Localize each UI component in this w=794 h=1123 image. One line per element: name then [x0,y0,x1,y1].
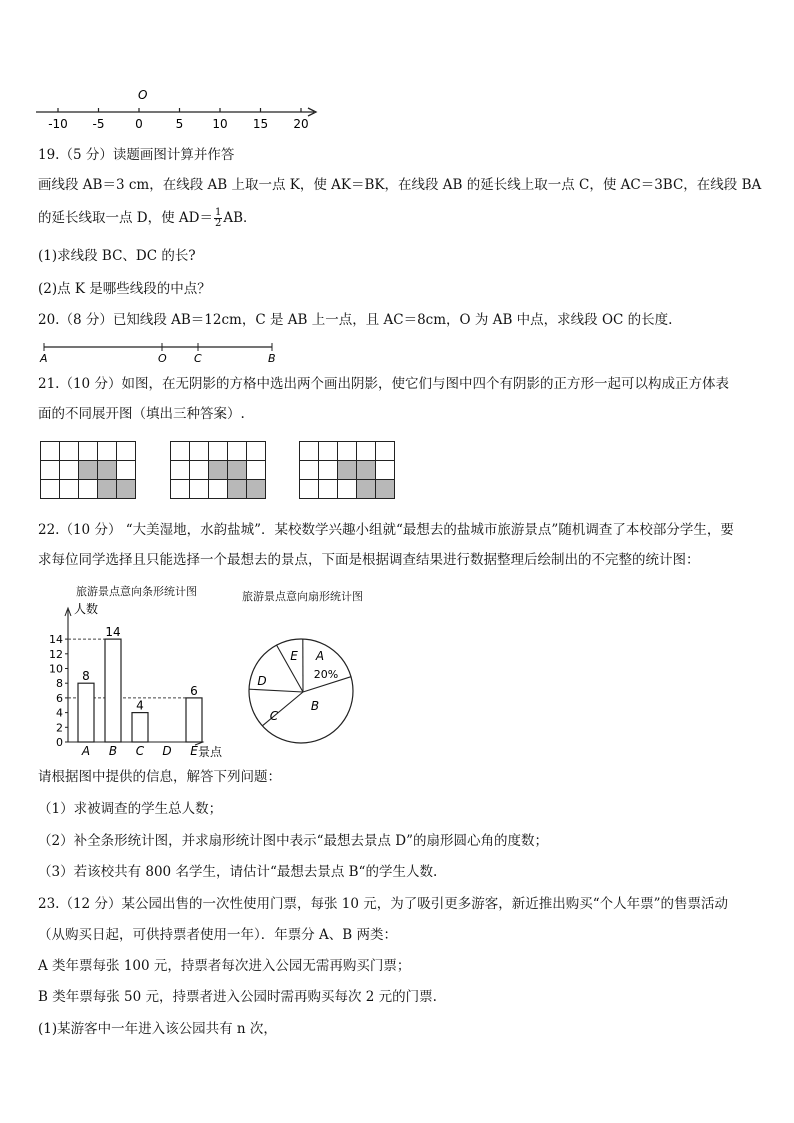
bar-chart-title: 旅游景点意向条形统计图 [76,585,197,598]
bar-chart-category-label: A [81,744,91,758]
bar-chart-ylabel: 人数 [74,602,99,616]
pie-chart-slice-label: B [310,699,320,713]
number-line-tick-label: 5 [175,117,184,131]
q20-text: 20.（8 分）已知线段 AB＝12cm，C 是 AB 上一点，且 AC＝8cm，O 为 AB 中点，求线段 OC 的长度. [38,312,673,328]
bar-chart-y-tick-label: 14 [49,633,63,647]
number-line-tick-label: 15 [252,117,269,131]
q19-text-line2 [38,208,257,229]
bar-chart-category-label: E [190,744,198,758]
q22-text-line2: 求每位同学选择且只能选择一个最想去的景点，下面是根据调查结果进行数据整理后绘制出的不完整的统计图： [38,552,700,568]
number-line-tick-label: -5 [92,117,105,131]
q21-grid-1 [40,441,136,499]
pie-chart-slice-label: C [269,709,279,723]
q21-grid-2 [170,441,266,499]
bar-chart-y-tick-label: 12 [49,647,63,661]
bar-chart-y-tick-label: 4 [56,706,63,720]
bar-chart-y-tick-label: 10 [49,662,63,676]
pie-chart-slice-label: D [257,674,267,688]
q20-point-B: B [268,352,276,364]
q19-frac-num: 1 [214,207,222,218]
number-line-tick-label: 20 [293,117,309,131]
q19-fraction [214,208,222,229]
number-line [30,84,330,134]
number-line-origin-label: O [138,88,148,102]
q20-point-O: O [158,352,167,364]
pie-chart-percent-label: 20% [313,668,339,681]
q21-text-line1: 21.（10 分）如图，在无阴影的方格中选出两个画出阴影，使它们与图中四个有阴影的正方形一起可以构成正方体表 [38,376,729,392]
q22-part1: （1）求被调查的学生总人数； [38,801,223,817]
pie-chart-circle [249,639,353,743]
bar-chart-y-tick-label: 6 [56,691,63,705]
q19-part1: (1)求线段 BC、DC 的长? [38,248,196,264]
q21-text-line2: 面的不同展开图（填出三种答案）. [38,406,245,422]
bar-chart-value-label: 6 [190,683,198,698]
q21-grid-3 [299,441,395,499]
bar-chart-bar [186,698,202,742]
q23-text-line3: A 类年票每张 100 元，持票者每次进入公园无需再购买门票； [38,958,411,974]
number-line-tick-label: -10 [48,117,68,131]
bar-chart-category-label: C [135,744,145,758]
q19-frac-den: 2 [214,218,222,229]
pie-chart-slice-label: E [290,649,298,663]
bar-chart-value-label: 14 [105,625,121,640]
q23-part1: (1)某游客中一年进入该公园共有 n 次， [38,1021,277,1037]
q19-heading: 19.（5 分）读题画图计算并作答 [38,147,235,163]
q22-part3: （3）若该校共有 800 名学生，请估计“最想去景点 B“的学生人数. [38,864,438,880]
q19-line2-pre: 的延长线取一点 D，使 AD＝ [38,210,213,226]
bar-chart-y-tick-label: 2 [56,721,63,735]
q22-part2: （2）补全条形统计图，并求扇形统计图中表示“最想去景点 D”的扇形圆心角的度数； [38,833,549,849]
pie-chart [240,632,370,757]
bar-chart-value-label: 4 [136,698,144,713]
q20-point-C: C [194,352,202,364]
bar-chart-category-label: B [108,744,118,758]
bar-chart-value-label: 8 [82,669,90,684]
q23-text-line1: 23.（12 分）某公园出售的一次性使用门票，每张 10 元，为了吸引更多游客，新近推出购买“个人年票”的售票活动 [38,896,729,912]
pie-chart-slice-label: A [315,649,325,663]
bar-chart-category-label: D [162,744,172,758]
bar-chart-y-tick-label: 8 [56,677,63,691]
number-line-tick-label: 0 [135,117,143,131]
q19-part2: (2)点 K 是哪些线段的中点？ [38,281,211,297]
bar-chart [38,598,228,760]
bar-chart-xlabel: 景点 [198,745,223,759]
pie-chart-title: 旅游景点意向扇形统计图 [242,590,363,603]
q19-text-line1: 画线段 AB＝3 cm，在线段 AB 上取一点 K，使 AK＝BK，在线段 AB 的延长线上取一点 C，使 AC＝3BC，在线段 BA [38,177,762,193]
bar-chart-bar [78,683,94,742]
number-line-tick-label: 10 [212,117,228,131]
q23-text-line2: （从购买日起，可供持票者使用一年）．年票分 A、B 两类： [38,927,398,943]
q19-line2-post: AB． [223,210,257,226]
q22-prompt: 请根据图中提供的信息，解答下列问题： [38,769,281,785]
q23-text-line4: B 类年票每张 50 元，持票者进入公园时需再购买每次 2 元的门票. [38,989,437,1005]
bar-chart-bar [132,713,148,742]
q20-point-A: A [40,352,48,364]
bar-chart-y-tick-label: 0 [56,736,63,749]
bar-chart-bar [105,639,121,742]
q22-text-line1: 22.（10 分） “大美湿地，水韵盐城”．某校数学兴趣小组就“最想去的盐城市旅游景点”随机调查了本校部分学生，要 [38,522,734,538]
q20-segment-diagram [36,340,286,364]
